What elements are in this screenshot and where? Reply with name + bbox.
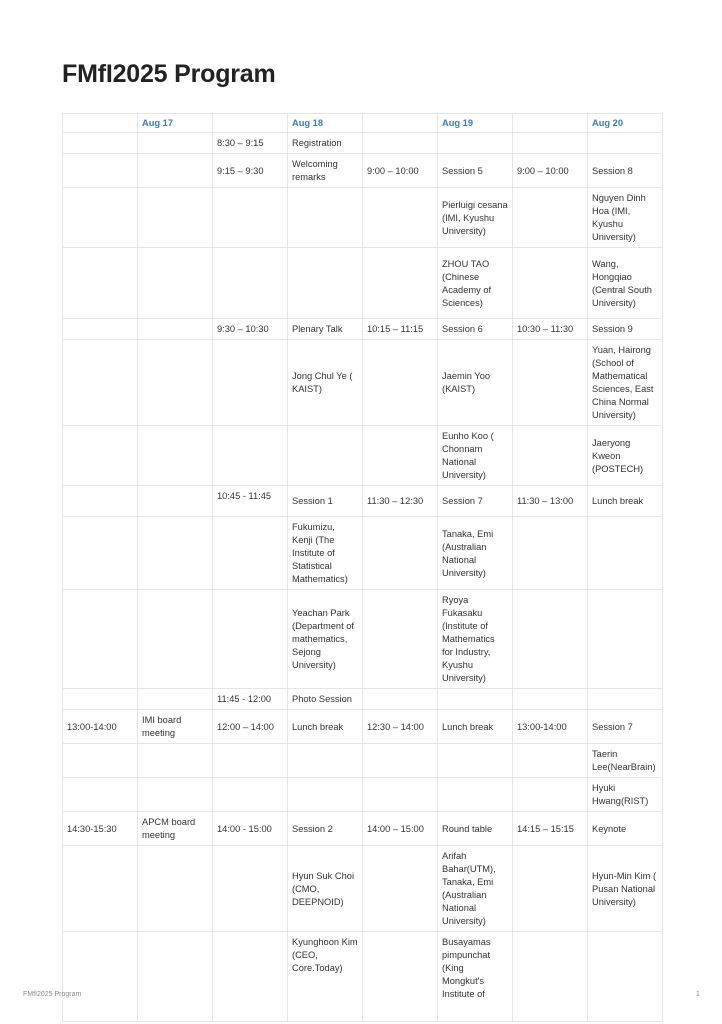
table-cell [138, 689, 213, 710]
table-cell [438, 133, 513, 154]
table-cell [363, 689, 438, 710]
table-cell [138, 154, 213, 188]
table-cell [138, 426, 213, 486]
table-cell [63, 133, 138, 154]
table-cell: Jong Chul Ye ( KAIST) [288, 340, 363, 426]
table-cell [288, 248, 363, 319]
table-cell: Eunho Koo ( Chonnam National University) [438, 426, 513, 486]
table-cell: Session 7 [588, 710, 663, 744]
table-row [63, 778, 663, 812]
table-cell [213, 517, 288, 590]
table-cell: Registration [288, 133, 363, 154]
table-cell: Session 2 [288, 812, 363, 846]
table-cell: Busayamas pimpunchat (King Mongkut's Institute of [438, 932, 513, 1022]
table-cell [363, 932, 438, 1022]
table-cell [363, 846, 438, 932]
table-cell: Ryoya Fukasaku (Institute of Mathematics for Industry, Kyushu University) [438, 590, 513, 689]
table-cell [513, 689, 588, 710]
table-cell [138, 486, 213, 517]
footer-doc-name: FMfI2025 Program [23, 991, 82, 998]
table-cell [363, 744, 438, 778]
header-cell-aug19: Aug 19 [438, 114, 513, 133]
table-cell: Hyun-Min Kim ( Pusan National University) [588, 846, 663, 932]
table-cell: 9:30 – 10:30 [213, 319, 288, 340]
table-cell: 11:45 - 12:00 [213, 689, 288, 710]
table-cell [588, 932, 663, 1022]
table-cell [138, 932, 213, 1022]
table-cell [438, 744, 513, 778]
table-cell [363, 590, 438, 689]
table-cell [513, 188, 588, 248]
table-cell: Hyuki Hwang(RIST) [588, 778, 663, 812]
table-row [63, 188, 663, 248]
page-title: FMfI2025 Program [62, 60, 276, 88]
table-cell [63, 486, 138, 517]
program-table-container [62, 113, 662, 999]
table-cell [213, 932, 288, 1022]
table-cell [63, 744, 138, 778]
table-cell [63, 248, 138, 319]
table-cell [588, 517, 663, 590]
table-cell [438, 778, 513, 812]
table-cell: 12:30 – 14:00 [363, 710, 438, 744]
table-cell: Jaeryong Kweon (POSTECH) [588, 426, 663, 486]
table-cell: 12:00 – 14:00 [213, 710, 288, 744]
table-cell [213, 188, 288, 248]
table-cell [213, 426, 288, 486]
table-cell [588, 133, 663, 154]
table-cell: Wang, Hongqiao (Central South University) [588, 248, 663, 319]
table-cell: 13:00-14:00 [63, 710, 138, 744]
table-cell [513, 590, 588, 689]
table-cell [288, 778, 363, 812]
table-cell: Lunch break [288, 710, 363, 744]
header-cell-aug17: Aug 17 [138, 114, 213, 133]
table-cell [363, 426, 438, 486]
table-cell [513, 744, 588, 778]
table-cell: Kyunghoon Kim (CEO, Core.Today) [288, 932, 363, 1022]
table-cell: 11:30 – 13:00 [513, 486, 588, 517]
table-cell [138, 340, 213, 426]
table-cell [138, 517, 213, 590]
table-cell [138, 319, 213, 340]
table-cell: Welcoming remarks [288, 154, 363, 188]
table-cell: Nguyen Dinh Hoa (IMI, Kyushu University) [588, 188, 663, 248]
table-cell [63, 319, 138, 340]
table-cell [588, 590, 663, 689]
table-cell [288, 188, 363, 248]
table-row [63, 590, 663, 689]
table-cell [213, 778, 288, 812]
table-row [63, 744, 663, 778]
table-cell: Session 8 [588, 154, 663, 188]
table-cell [63, 517, 138, 590]
table-cell: Tanaka, Emi (Australian National University) [438, 517, 513, 590]
table-cell: 9:15 – 9:30 [213, 154, 288, 188]
table-cell: Yuan, Hairong (School of Mathematical Sciences, East China Normal University) [588, 340, 663, 426]
table-cell: Pierluigi cesana (IMI, Kyushu University) [438, 188, 513, 248]
table-cell: Keynote [588, 812, 663, 846]
table-cell [63, 932, 138, 1022]
table-cell [288, 744, 363, 778]
table-cell [363, 188, 438, 248]
table-cell [138, 188, 213, 248]
table-cell [588, 689, 663, 710]
table-cell [138, 133, 213, 154]
table-cell [213, 744, 288, 778]
table-cell [363, 248, 438, 319]
table-cell: APCM board meeting [138, 812, 213, 846]
table-cell [513, 778, 588, 812]
table-cell [63, 689, 138, 710]
table-cell [63, 154, 138, 188]
table-row [63, 812, 663, 846]
header-cell [513, 114, 588, 133]
table-cell: Lunch break [588, 486, 663, 517]
table-cell: 8:30 – 9:15 [213, 133, 288, 154]
table-cell [363, 778, 438, 812]
table-cell [363, 517, 438, 590]
table-cell: Round table [438, 812, 513, 846]
table-cell [513, 517, 588, 590]
header-cell [213, 114, 288, 133]
table-cell: 10:15 – 11:15 [363, 319, 438, 340]
table-cell: 13:00-14:00 [513, 710, 588, 744]
table-cell: Arifah Bahar(UTM), Tanaka, Emi (Australian National University) [438, 846, 513, 932]
table-cell: Session 6 [438, 319, 513, 340]
table-cell: Session 7 [438, 486, 513, 517]
table-cell [513, 340, 588, 426]
table-cell: Jaemin Yoo (KAIST) [438, 340, 513, 426]
table-cell [513, 426, 588, 486]
table-cell [363, 133, 438, 154]
table-cell [513, 133, 588, 154]
table-cell: 14:30-15:30 [63, 812, 138, 846]
table-cell: ZHOU TAO (Chinese Academy of Sciences) [438, 248, 513, 319]
table-cell: Plenary Talk [288, 319, 363, 340]
table-cell [213, 248, 288, 319]
header-cell [63, 114, 138, 133]
header-cell-aug20: Aug 20 [588, 114, 663, 133]
table-cell: Session 5 [438, 154, 513, 188]
table-cell: 9:00 – 10:00 [513, 154, 588, 188]
table-row [63, 932, 663, 1022]
table-cell [438, 689, 513, 710]
table-cell: 14:00 - 15:00 [213, 812, 288, 846]
table-cell: Photo Session [288, 689, 363, 710]
table-cell: Taerin Lee(NearBrain) [588, 744, 663, 778]
table-cell [513, 846, 588, 932]
table-cell: Hyun Suk Choi (CMO, DEEPNOID) [288, 846, 363, 932]
table-cell [288, 426, 363, 486]
table-cell: 10:45 - 11:45 [213, 486, 288, 517]
table-cell [63, 426, 138, 486]
table-cell: IMI board meeting [138, 710, 213, 744]
table-cell [513, 248, 588, 319]
table-row [63, 846, 663, 932]
table-cell [63, 340, 138, 426]
table-cell: 11:30 – 12:30 [363, 486, 438, 517]
table-row [63, 426, 663, 486]
table-row [63, 319, 663, 340]
table-cell: 14:00 – 15:00 [363, 812, 438, 846]
header-cell [363, 114, 438, 133]
table-cell [63, 188, 138, 248]
table-row [63, 248, 663, 319]
table-cell [63, 846, 138, 932]
table-cell [63, 590, 138, 689]
table-cell: Lunch break [438, 710, 513, 744]
footer-page-number: 1 [696, 991, 700, 998]
table-cell [138, 590, 213, 689]
table-cell: Fukumizu, Kenji (The Institute of Statistical Mathematics) [288, 517, 363, 590]
table-cell [138, 744, 213, 778]
table-cell: 10:30 – 11:30 [513, 319, 588, 340]
table-cell [213, 340, 288, 426]
table-cell [63, 778, 138, 812]
table-cell [138, 846, 213, 932]
table-row [63, 340, 663, 426]
program-table [62, 113, 663, 1022]
table-cell [213, 846, 288, 932]
table-cell [138, 778, 213, 812]
table-cell [138, 248, 213, 319]
table-cell: 9:00 – 10:00 [363, 154, 438, 188]
table-row [63, 710, 663, 744]
table-cell [213, 590, 288, 689]
table-row [63, 689, 663, 710]
table-cell: 14:15 – 15:15 [513, 812, 588, 846]
table-header-row [63, 114, 663, 133]
table-cell: Session 9 [588, 319, 663, 340]
table-cell: Session 1 [288, 486, 363, 517]
table-row [63, 486, 663, 517]
table-cell: Yeachan Park (Department of mathematics, Sejong University) [288, 590, 363, 689]
table-cell [363, 340, 438, 426]
table-row [63, 154, 663, 188]
table-row [63, 517, 663, 590]
table-cell [513, 932, 588, 1022]
header-cell-aug18: Aug 18 [288, 114, 363, 133]
table-row [63, 133, 663, 154]
